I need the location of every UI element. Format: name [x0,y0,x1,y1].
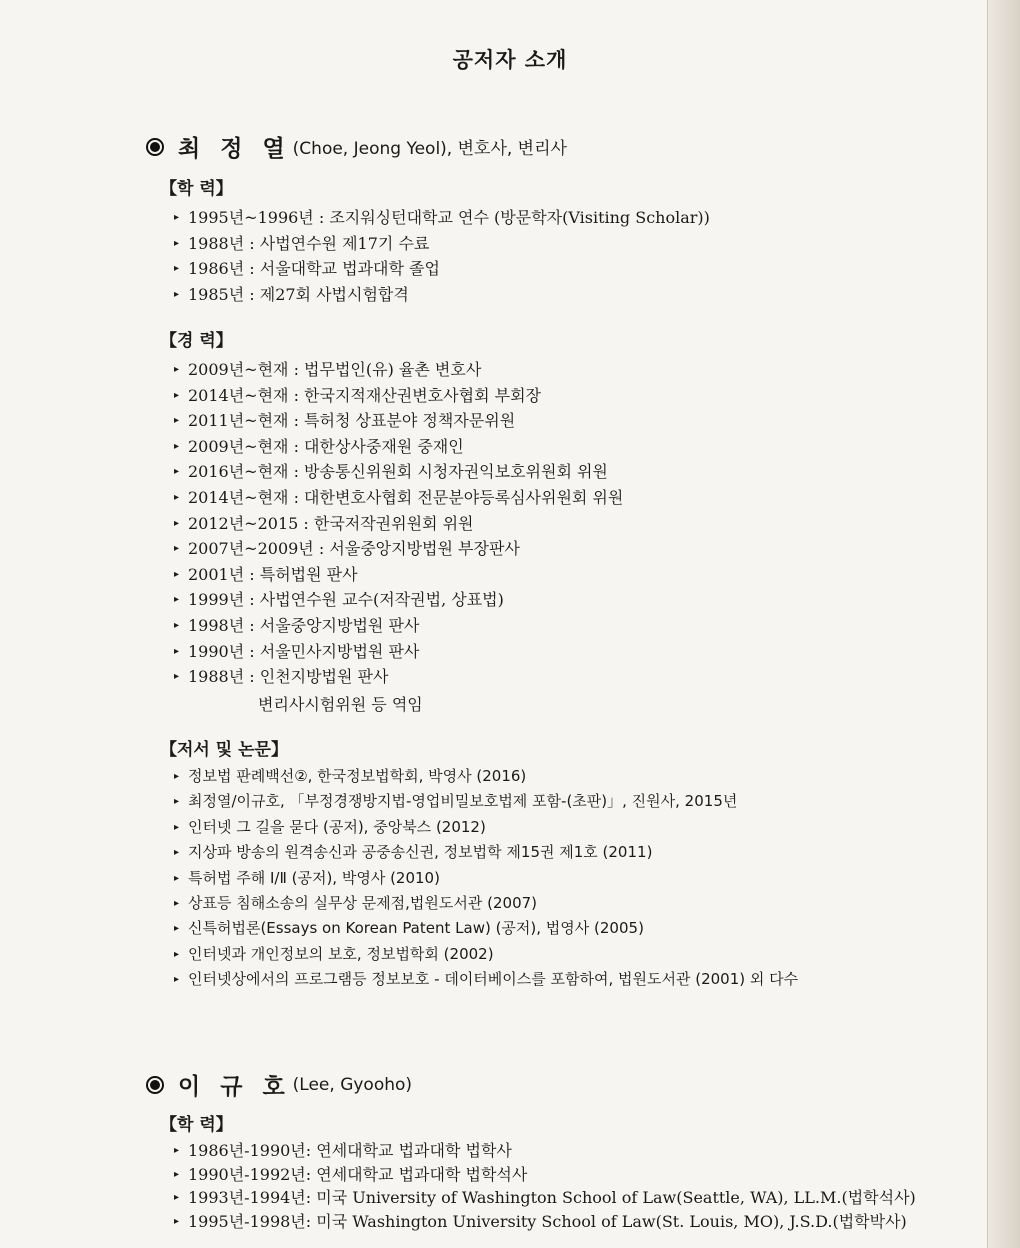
list-item: ▸ 2009년~현재 : 대한상사중재원 중재인 [174,434,623,460]
list-item: ▸ 정보법 판례백선②, 한국정보법학회, 박영사 (2016) [174,764,798,789]
list-item: ▸ 1988년 : 인천지방법원 판사 [174,664,623,690]
career-continuation: 변리사시험위원 등 역임 [258,695,423,714]
education-heading: 【학 력】 [160,1115,233,1135]
list-item: ▸ 2011년~현재 : 특허청 상표분야 정책자문위원 [174,408,623,434]
person-name: 최 정 열 [178,136,291,162]
list-item: ▸ 인터넷상에서의 프로그램등 정보보호 - 데이터베이스를 포함하여, 법원도서관 (2001) 외 다수 [174,967,798,992]
circle-bullet-icon [146,1076,164,1094]
list-item: ▸ 지상파 방송의 원격송신과 공중송신권, 정보법학 제15권 제1호 (2011) [174,840,798,865]
person-name: 이 규 호 [178,1074,291,1100]
list-item: ▸ 1999년 : 사법연수원 교수(저작권법, 상표법) [174,587,623,613]
list-item: ▸ 1993년-1994년: 미국 University of Washington School of Law(Seattle, WA), LL.M.(법학석사) [174,1186,916,1210]
education-heading: 【학 력】 [160,179,233,199]
list-item: ▸ 1995년~1996년 : 조지워싱턴대학교 연수 (방문학자(Visiting Scholar)) [174,205,710,231]
list-item: ▸ 1995년-1998년: 미국 Washington University School of Law(St. Louis, MO), J.S.D.(법학박사) [174,1210,916,1234]
career-heading: 【경 력】 [160,331,233,351]
publications-heading: 【저서 및 논문】 [160,740,288,760]
list-item: ▸ 상표등 침해소송의 실무상 문제점,법원도서관 (2007) [174,891,798,916]
page-title: 공저자 소개 [452,48,568,72]
list-item: ▸ 1998년 : 서울중앙지방법원 판사 [174,613,623,639]
education-list [174,205,710,307]
list-item: ▸ 2016년~현재 : 방송통신위원회 시청자권익보호위원회 위원 [174,459,623,485]
circle-bullet-icon [146,138,164,156]
list-item: ▸ 신특허법론(Essays on Korean Patent Law) (공저), 법영사 (2005) [174,916,798,941]
person-description: (Choe, Jeong Yeol), 변호사, 변리사 [292,139,567,159]
person-heading-1 [146,130,567,163]
list-item: ▸ 1988년 : 사법연수원 제17기 수료 [174,231,710,257]
career-list [174,357,623,690]
list-item: ▸ 2007년~2009년 : 서울중앙지방법원 부장판사 [174,536,623,562]
list-item: ▸ 1985년 : 제27회 사법시험합격 [174,282,710,308]
list-item: ▸ 1986년-1990년: 연세대학교 법과대학 법학사 [174,1139,916,1163]
list-item: ▸ 2014년~현재 : 대한변호사협회 전문분야등록심사위원회 위원 [174,485,623,511]
list-item: ▸ 1990년-1992년: 연세대학교 법과대학 법학석사 [174,1163,916,1187]
list-item: ▸ 2012년~2015 : 한국저작권위원회 위원 [174,511,623,537]
list-item: ▸ 2009년~현재 : 법무법인(유) 율촌 변호사 [174,357,623,383]
list-item: ▸ 인터넷 그 길을 묻다 (공저), 중앙북스 (2012) [174,815,798,840]
list-item: ▸ 최정열/이규호, 「부정경쟁방지법-영업비밀보호법제 포함-(초판)」, 진원사, 2015년 [174,789,798,814]
list-item: ▸ 특허법 주해 Ⅰ/Ⅱ (공저), 박영사 (2010) [174,866,798,891]
person-description: (Lee, Gyooho) [292,1074,413,1095]
list-item: ▸ 1986년 : 서울대학교 법과대학 졸업 [174,256,710,282]
list-item: ▸ 2001년 : 특허법원 판사 [174,562,623,588]
list-item: ▸ 인터넷과 개인정보의 보호, 정보법학회 (2002) [174,942,798,967]
publications-list [174,764,798,993]
education-list [174,1139,916,1233]
person-heading-2 [146,1068,412,1101]
list-item: ▸ 2014년~현재 : 한국지적재산권변호사협회 부회장 [174,383,623,409]
list-item: ▸ 1990년 : 서울민사지방법원 판사 [174,639,623,665]
